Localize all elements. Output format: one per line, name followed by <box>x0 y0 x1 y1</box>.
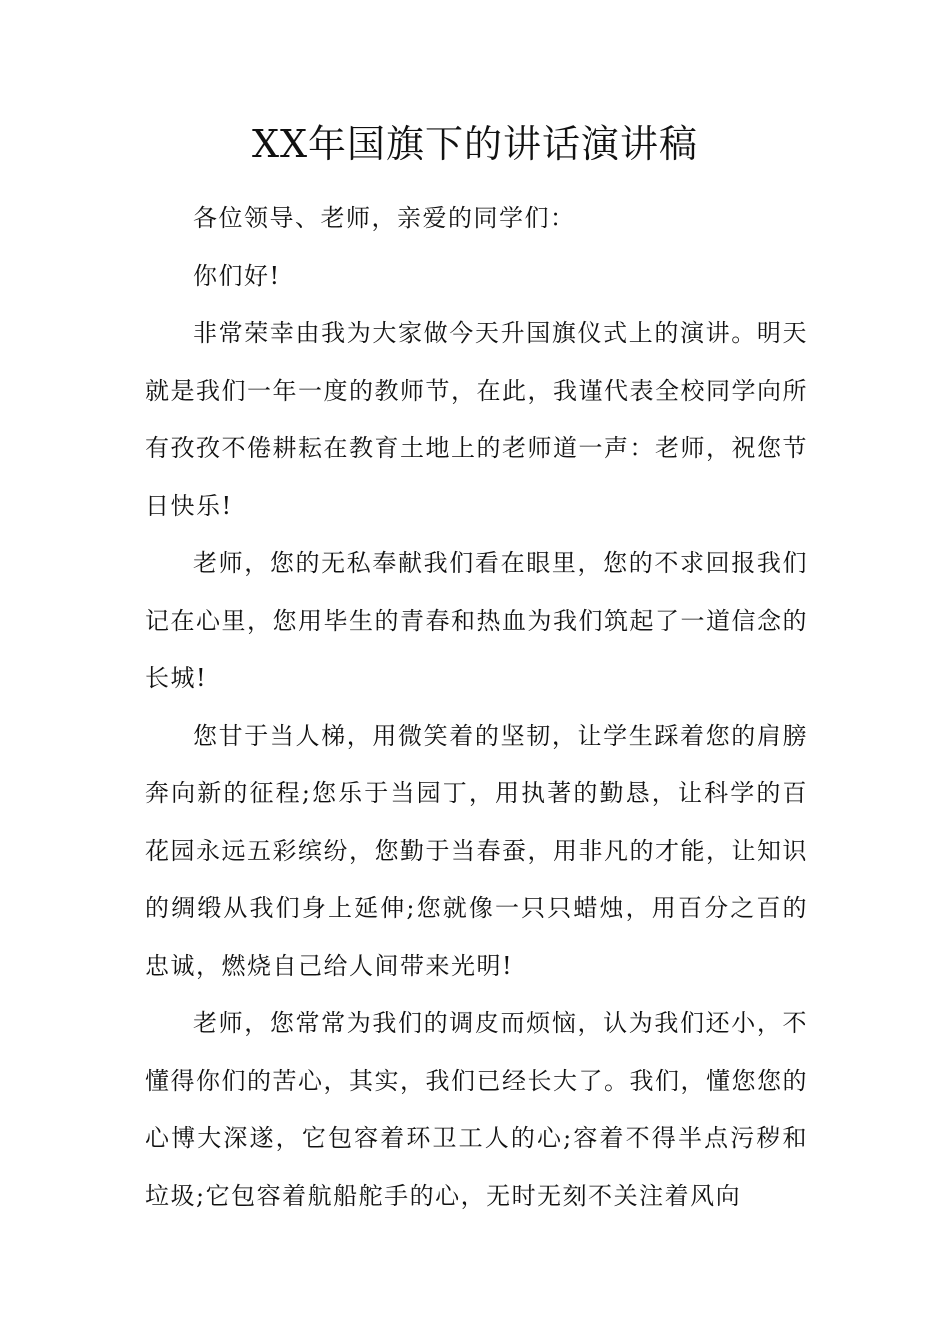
document-body <box>145 190 808 1225</box>
document-title: XX年国旗下的讲话演讲稿 <box>251 122 699 166</box>
paragraph-greeting: 各位领导、老师，亲爱的同学们： <box>193 204 576 232</box>
paragraph-understanding: 老师，您常常为我们的调皮而烦恼，认为我们还小，不懂得你们的苦心，其实，我们已经长大了。我们，懂您您的心博大深遂，它包容着环卫工人的心;容着不得半点污秽和垃圾;它包容着航船舵手的心，无时无刻不关注着风向 <box>145 1009 808 1210</box>
paragraph-dedication: 老师，您的无私奉献我们看在眼里，您的不求回报我们记在心里，您用毕生的青春和热血为我们筑起了一道信念的长城! <box>145 549 808 692</box>
paragraph-metaphors: 您甘于当人梯，用微笑着的坚韧，让学生踩着您的肩膀奔向新的征程;您乐于当园丁，用执著的勤恳，让科学的百花园永远五彩缤纷，您勤于当春蚕，用非凡的才能，让知识的绸缎从我们身上延伸;您就像一只只蜡烛，用百分之百的忠诚，燃烧自己给人间带来光明! <box>145 721 808 980</box>
paragraph-hello: 你们好! <box>193 261 281 290</box>
paragraph-intro: 非常荣幸由我为大家做今天升国旗仪式上的演讲。明天就是我们一年一度的教师节，在此，我谨代表全校同学向所有孜孜不倦耕耘在教育土地上的老师道一声：老师，祝您节日快乐! <box>145 319 808 520</box>
